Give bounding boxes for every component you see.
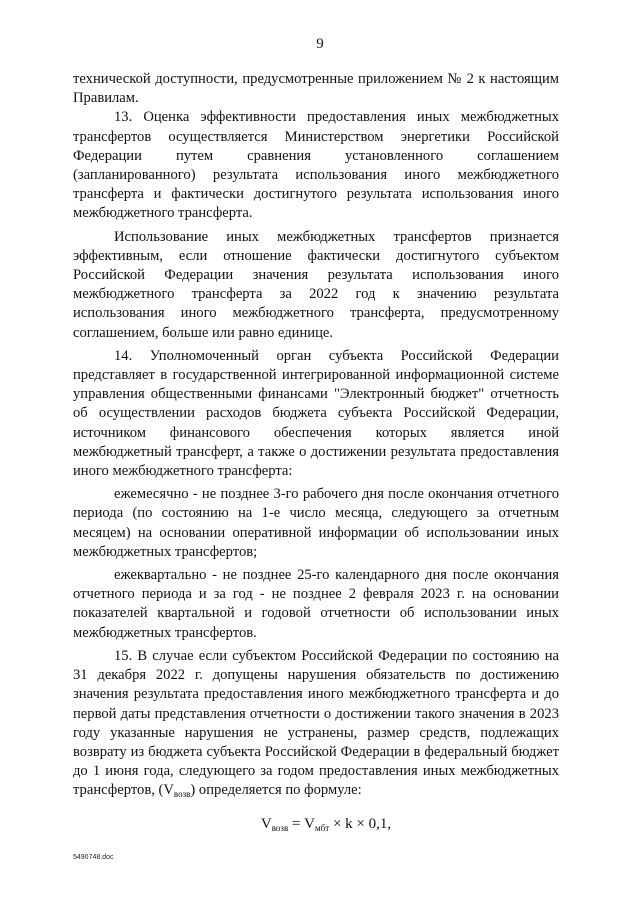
paragraph-continuation: технической доступности, предусмотренные приложением № 2 к настоящим Правилам. [73,71,559,107]
footer-file-name: 5490748.doc [73,854,114,861]
document-body [73,70,559,838]
formula-v2-subscript: мбт [315,822,330,833]
paragraph-15-subscript: возв [173,789,191,800]
formula-v1-subscript: возв [271,822,289,833]
paragraph-monthly: ежемесячно - не позднее 3-го рабочего дня после окончания отчетного периода (по состоянию на 1-е число месяца, следующего за отчетным месяцем) на основании оперативной информации об использовании иных межбюджетных трансфертов; [73,486,559,560]
paragraph-15-tail: ) определяется по формуле: [190,782,362,799]
page-number: 9 [316,36,324,52]
paragraph-15-main: 15. В случае если субъектом Российской Федерации по состоянию на 31 декабря 2022 г. допущены нарушения обязательств по достижению значения результата предоставления иного межбюджетного трансферта и до первой даты представления отчетности о достижении такого значения в 2023 году указанные нарушения не устранены, размер средств, подлежащих возврату из бюджета субъекта Российской Федерации в федеральный бюджет до 1 июня года, следующего за годом предоставления иных межбюджетных трансфертов, (V [73,647,559,799]
formula-rest: × k × 0,1, [329,815,392,832]
paragraph-13: 13. Оценка эффективности предоставления иных межбюджетных трансфертов осуществляется Министерством энергетики Российской Федерации путем сравнения установленного соглашением (запланированного) результата использования иного межбюджетного трансферта и фактически достигнутого результата использования иного межбюджетного трансферта. [73,109,559,222]
formula-equals: = V [288,815,315,832]
paragraph-quarterly: ежеквартально - не позднее 25-го календарного дня после окончания отчетного периода и за год - не позднее 2 февраля 2023 г. на основании показателей квартальной и годовой отчетности об использовании иных межбюджетных трансфертов. [73,567,559,641]
paragraph-efficiency: Использование иных межбюджетных трансфертов признается эффективным, если отношение фактически достигнутого субъектом Российской Федерации значения результата использования иного межбюджетного трансферта за 2022 год к значению результата использования иного межбюджетного трансферта, предусмотренному соглашением, больше или равно единице. [73,228,559,341]
formula-v1: V [260,815,272,832]
paragraph-15 [73,647,559,805]
formula [73,815,559,838]
paragraph-14: 14. Уполномоченный орган субъекта Российской Федерации представляет в государственной интегрированной информационной системе управления общественными финансами "Электронный бюджет" отчетность об осуществлении расходов бюджета субъекта Российской Федерации, источником финансового обеспечения которых является иной межбюджетный трансферт, а также о достижении результата предоставления иного межбюджетного трансферта: [73,347,559,480]
